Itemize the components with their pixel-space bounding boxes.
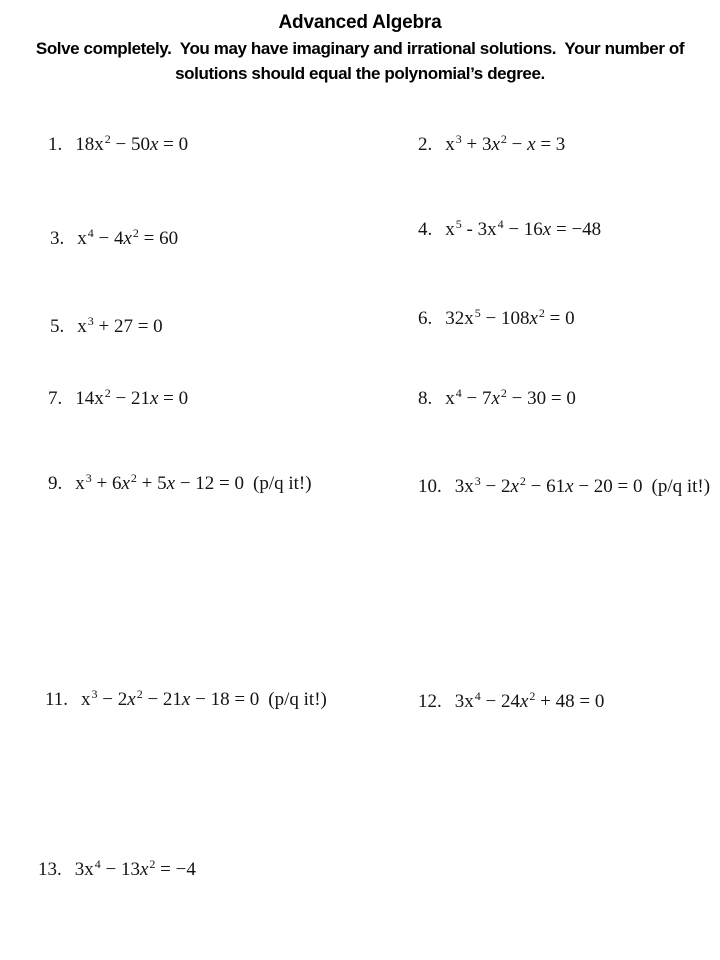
worksheet-title: Advanced Algebra — [278, 12, 442, 33]
equation: $32x^5 - 108x^2 = 0$ — [445, 306, 575, 329]
problem-number: 1. — [48, 134, 63, 155]
equation: $x^3 + 6x^2 + 5x - 12 = 0$ — [75, 471, 244, 494]
problem-5 — [50, 309, 163, 339]
problem-number: 13. — [38, 859, 62, 880]
problem-4 — [418, 212, 601, 242]
problem-number: 10. — [418, 476, 442, 497]
pq-note: (p/q it!) — [651, 476, 711, 497]
problem-6 — [418, 301, 575, 331]
problem-number: 8. — [418, 388, 433, 409]
instructions-line-2: solutions should equal the polynomial’s degree. — [175, 64, 545, 83]
problem-number: 4. — [418, 219, 433, 240]
equation: $18x^2 - 50x = 0$ — [75, 132, 189, 155]
problem-number: 5. — [50, 316, 65, 337]
problem-number: 12. — [418, 691, 442, 712]
problem-3 — [50, 221, 178, 251]
pq-note: (p/q it!) — [253, 473, 312, 494]
problem-number: 9. — [48, 473, 63, 494]
pq-note: (p/q it!) — [268, 689, 327, 710]
equation: $3x^3 - 2x^2 - 61x - 20 = 0$ — [454, 474, 643, 497]
equation: $x^3 + 27 = 0$ — [77, 314, 163, 337]
equation: $3x^4 - 24x^2 + 48 = 0$ — [454, 689, 605, 712]
problem-number: 3. — [50, 228, 65, 249]
worksheet-header — [0, 10, 720, 86]
problem-11 — [45, 682, 327, 712]
problem-9 — [48, 466, 312, 496]
equation: $x^3 - 2x^2 - 21x - 18 = 0$ — [81, 687, 260, 710]
problem-10 — [418, 469, 710, 499]
problem-1 — [48, 127, 188, 157]
problem-8 — [418, 381, 576, 411]
problem-number: 11. — [45, 689, 69, 710]
problem-number: 7. — [48, 388, 63, 409]
equation: $x^4 - 4x^2 = 60$ — [77, 226, 179, 249]
instructions-line-1: Solve completely. You may have imaginary and irrational solutions. Your number of — [35, 39, 685, 58]
equation: $3x^4 - 13x^2 = -4$ — [74, 857, 196, 880]
problem-7 — [48, 381, 188, 411]
problem-number: 6. — [418, 308, 433, 329]
problem-12 — [418, 684, 604, 714]
equation: $x^4 - 7x^2 - 30 = 0$ — [445, 386, 576, 409]
equation: $x^3 + 3x^2 - x = 3$ — [445, 132, 566, 155]
problem-2 — [418, 127, 565, 157]
equation: $14x^2 - 21x = 0$ — [75, 386, 189, 409]
problem-number: 2. — [418, 134, 433, 155]
equation: $x^5 - 3x^4 - 16x = -48$ — [445, 217, 602, 240]
problem-13 — [38, 852, 196, 882]
